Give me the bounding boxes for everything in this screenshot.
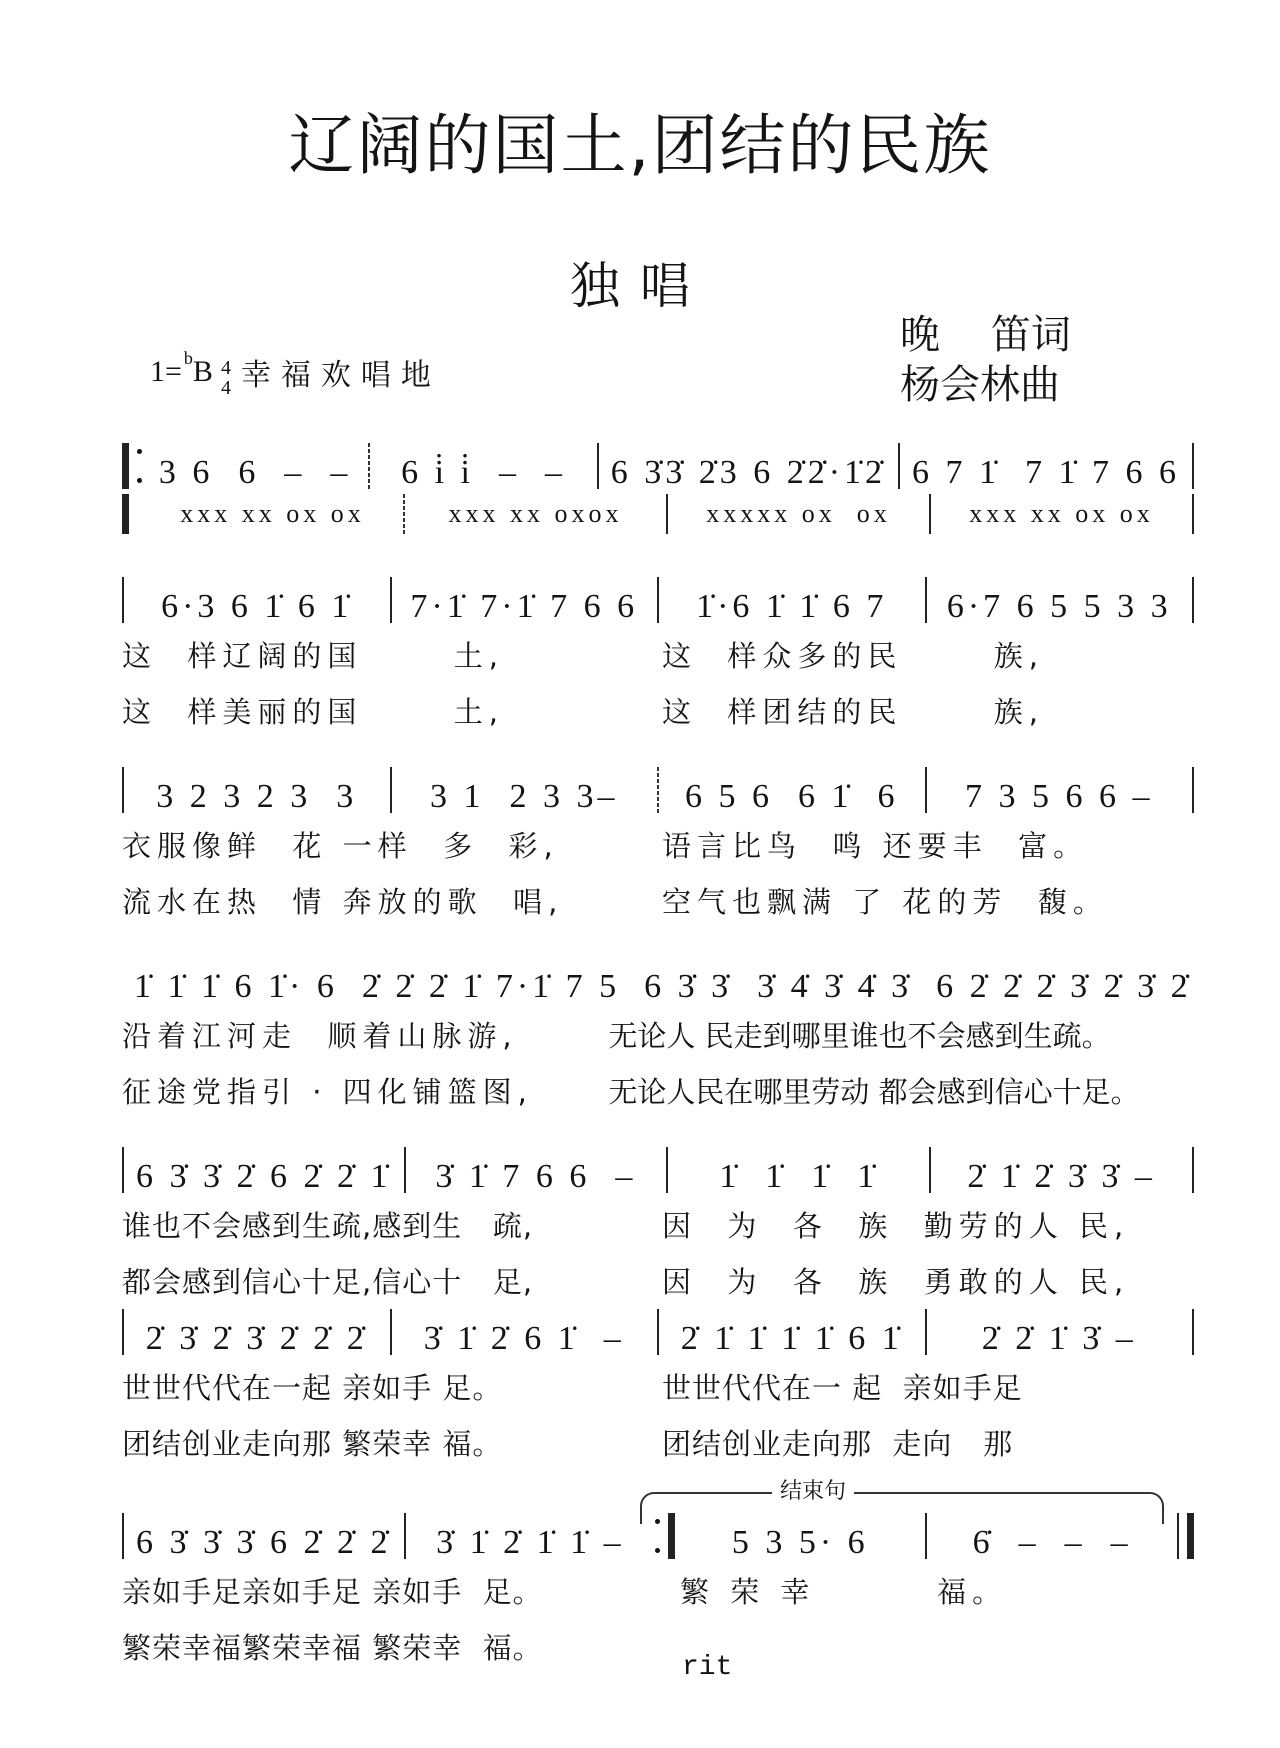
lyric-line-1: 谁也不会感到生疏,感到生 疏, 因 为 各 族 勤劳的人 民,	[122, 1208, 1130, 1243]
measure: 6 3̇ 3̇ 3̇ 4̇ 3̇ 4̇ 3̇	[644, 968, 913, 1005]
key-signature	[150, 347, 441, 399]
measure: 6 2̇ 2̇ 2̇ 3̇ 2̇ 3̇ 2̇	[936, 968, 1192, 1005]
final-barline	[1187, 1513, 1194, 1559]
lyric-line-1: 衣服像鲜 花 一样 多 彩, 语言比鸟 鸣 还要丰 富。	[122, 828, 1089, 863]
measure: 3̇ 1̇ 2̇ 1̇ 1̇ –	[436, 1524, 625, 1561]
flat-sign: b	[183, 347, 193, 368]
measure: 2̇ 3̇ 2̇ 3̇ 2̇ 2̇ 2̇	[145, 1320, 368, 1357]
lyric-line-1: 亲如手足亲如手足 亲如手 足。 繁 荣 幸 福。	[122, 1574, 1008, 1609]
lyric-line-2: 流水在热 情 奔放的歌 唱, 空气也飘满 了 花的芳 馥。	[122, 884, 1108, 919]
key-note: B	[192, 355, 213, 388]
barline	[390, 577, 392, 623]
measure: 3̇ 1̇ 7 6 6 –	[435, 1158, 637, 1195]
system-intro	[118, 440, 1198, 536]
barline	[122, 1309, 124, 1355]
percussion-measure: xxx xx ox ox	[969, 499, 1154, 528]
melody-row	[118, 1144, 1198, 1196]
measure: 6·3 6 1̇ 6 1̇	[161, 588, 353, 625]
melody-row	[118, 1510, 1198, 1562]
system-chorus-b	[118, 1306, 1198, 1470]
lyric-line-1: 这 样辽阔的国 土, 这 样众多的民 族,	[122, 638, 1044, 673]
barline	[925, 1309, 927, 1355]
barline	[929, 494, 931, 534]
repeat-dots	[137, 449, 142, 483]
lyric-line-2: 征途党指引 · 四化铺篮图, 无论人民在哪里劳动 都会感到信心十足。	[122, 1074, 1140, 1109]
measure: 6 3̇3̇ 2̇3 6 2̇2̇·1̇2̇	[610, 454, 887, 491]
measure: 1̇ 1̇ 1̇ 1̇	[719, 1158, 879, 1195]
lyric-line-2: 团结创业走向那 繁荣幸 福。 团结创业走向那 走向 那	[122, 1426, 1014, 1461]
tempo-marking: 幸福欢唱地	[240, 358, 441, 393]
repeat-start-barline	[122, 443, 129, 489]
barline	[657, 1309, 659, 1355]
barline	[1192, 1309, 1194, 1355]
barline	[666, 1147, 668, 1193]
measure: 2̇ 1̇ 1̇ 1̇ 1̇ 6 1̇	[680, 1320, 903, 1357]
measure: 6 3̇ 3̇ 2̇ 6 2̇ 2̇ 1̇	[136, 1158, 392, 1195]
barline	[929, 1147, 931, 1193]
barline	[657, 577, 659, 623]
barline	[1192, 494, 1194, 534]
measure: 3 2 3 2 3 3	[156, 778, 358, 815]
repeat-dots	[655, 1519, 660, 1553]
composer: 杨会林曲	[900, 362, 1060, 408]
barline	[1192, 443, 1194, 489]
barline	[404, 1147, 406, 1193]
melody-row	[118, 440, 1198, 492]
barline	[1177, 1513, 1179, 1559]
measure: 1̇ 1̇ 1̇ 6 1̇· 6	[134, 968, 338, 1005]
lyric-line-2: 都会感到信心十足,信心十 足, 因 为 各 族 勇敢的人 民,	[122, 1264, 1130, 1299]
system-verse-a	[118, 574, 1198, 738]
measure: 7 3 5 6 6 –	[965, 778, 1154, 815]
measure: 6 i̇ i̇ – –	[401, 454, 566, 491]
repeat-end-barline	[668, 1513, 675, 1559]
measure: 7·1̇ 7·1̇ 7 6 6	[410, 588, 639, 625]
percussion-measure: xxx xx ox ox	[180, 499, 365, 528]
barline	[666, 494, 668, 534]
barline	[122, 1147, 124, 1193]
lyric-line-2: 这 样美丽的国 土, 这 样团结的民 族,	[122, 694, 1044, 729]
time-signature: 4 4	[220, 357, 231, 399]
barline	[597, 443, 599, 489]
barline	[122, 494, 129, 534]
performance-type: 独唱	[570, 257, 710, 315]
lyric-line-1: 沿着江河走 顺着山脉游, 无论人 民走到哪里谁也不会感到生疏。	[122, 1018, 1111, 1053]
percussion-measure: xxx xx oxox	[448, 499, 623, 528]
barline	[1192, 1147, 1194, 1193]
system-verse-b	[118, 764, 1198, 928]
measure: 1̇·6 1̇ 1̇ 6 7	[696, 588, 888, 625]
system-verse-c	[118, 954, 1198, 1118]
melody-row	[118, 764, 1198, 816]
barline	[368, 443, 370, 489]
ending-label: 结束句	[772, 1474, 854, 1505]
measure: 5 3 5· 6	[731, 1524, 869, 1561]
barline	[1192, 767, 1194, 813]
system-coda	[118, 1510, 1198, 1674]
percussion-row	[118, 492, 1198, 536]
key-label: 1=	[150, 355, 182, 388]
measure: 2̇ 2̇ 1̇ 3̇ –	[981, 1320, 1137, 1357]
measure: 3̇ 1̇ 2̇ 6 1̇ –	[423, 1320, 625, 1357]
lyric-line-1: 世世代代在一起 亲如手 足。 世世代代在一 起 亲如手足	[122, 1370, 1023, 1405]
measure: 6̇ – – –	[972, 1524, 1132, 1561]
melody-row	[118, 954, 1198, 1006]
barline	[122, 1513, 124, 1559]
melody-row	[118, 574, 1198, 626]
measure: 2̇ 1̇ 2̇ 3̇ 3̇ –	[967, 1158, 1156, 1195]
measure: 6 5 6 6 1̇ 6	[685, 778, 899, 815]
barline	[403, 494, 405, 534]
system-chorus-a	[118, 1144, 1198, 1308]
measure: 3 6 6 – –	[158, 454, 352, 491]
barline	[122, 767, 124, 813]
measure: 6 7 1̇ 7 1̇ 7 6 6	[912, 454, 1181, 491]
measure: 3 1 2 3 3–	[430, 778, 619, 815]
barline	[925, 767, 927, 813]
ritardando-marking: rit	[682, 1652, 733, 1683]
barline	[898, 443, 900, 489]
lyric-line-2: 繁荣幸福繁荣幸福 繁荣幸 福。	[122, 1630, 543, 1665]
barline	[657, 767, 659, 813]
percussion-measure: xxxxx ox ox	[706, 499, 891, 528]
barline	[390, 1309, 392, 1355]
lyricist: 晚 笛词	[900, 312, 1071, 358]
measure: 2̇ 2̇ 2̇ 1̇ 7·1̇ 7 5	[361, 968, 621, 1005]
barline	[404, 1513, 406, 1559]
credits	[900, 310, 1071, 410]
barline	[1192, 577, 1194, 623]
barline	[122, 577, 124, 623]
barline	[390, 767, 392, 813]
measure: 6 3̇ 3̇ 3̇ 6 2̇ 2̇ 2̇	[136, 1524, 392, 1561]
barline	[925, 577, 927, 623]
song-title: 辽阔的国土,团结的民族	[288, 107, 992, 184]
melody-row	[118, 1306, 1198, 1358]
measure: 6·7 6 5 5 3 3	[946, 588, 1172, 625]
barline	[925, 1513, 927, 1559]
